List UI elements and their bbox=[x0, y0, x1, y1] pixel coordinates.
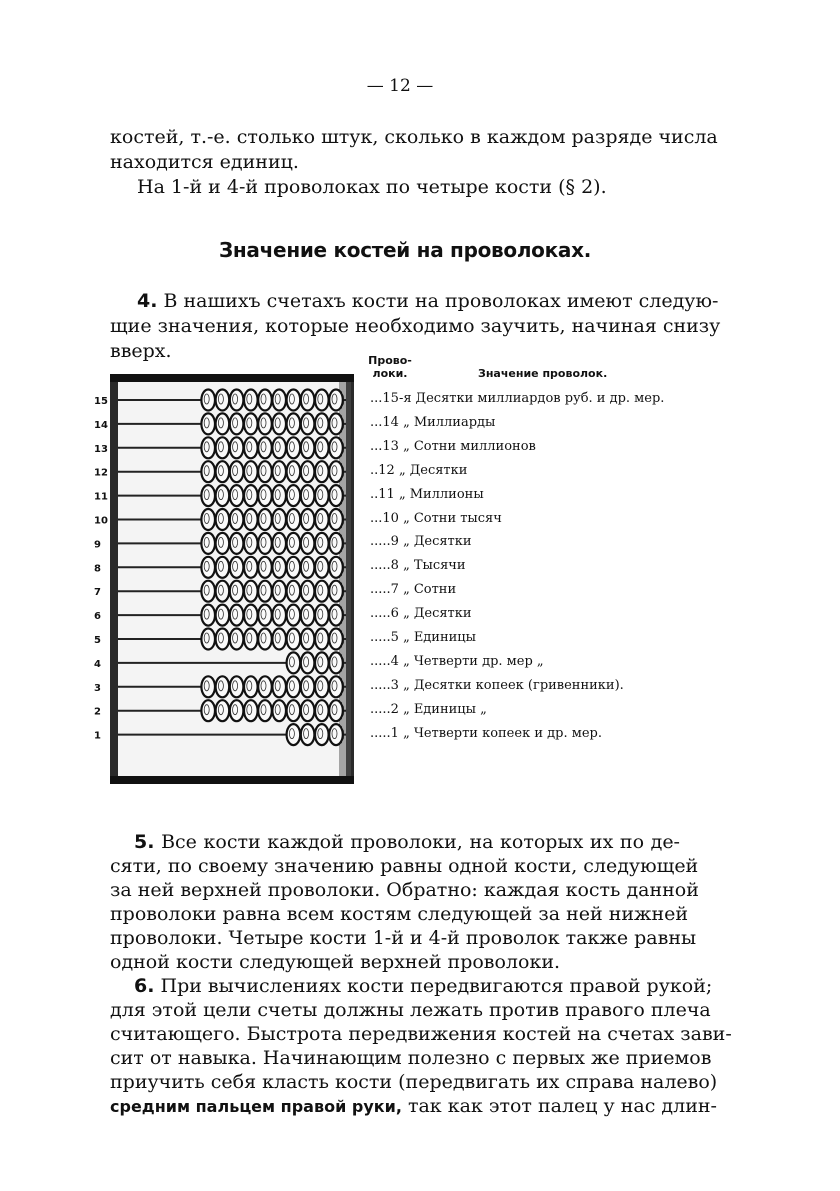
abacus-bead bbox=[329, 437, 343, 458]
section6-line-2: для этой цели счеты должны лежать против правого плеча bbox=[110, 999, 711, 1021]
abacus-bead bbox=[287, 700, 301, 721]
abacus-bead bbox=[201, 509, 215, 530]
wire-label: 12 bbox=[94, 467, 108, 479]
section4-line-1 bbox=[137, 289, 719, 313]
section6-line-6 bbox=[110, 1094, 717, 1119]
abacus-bead bbox=[216, 605, 230, 626]
abacus-bead bbox=[230, 700, 244, 721]
abacus-bead bbox=[258, 700, 272, 721]
wire-label: 9 bbox=[94, 539, 101, 551]
wire-label: 8 bbox=[94, 563, 101, 575]
section4-line-3: вверх. bbox=[110, 340, 172, 362]
abacus-bead bbox=[315, 413, 329, 434]
wire-meaning: Сотни тысяч bbox=[413, 510, 502, 526]
section6-text-6: так как этот палец у нас длин- bbox=[407, 1095, 717, 1117]
wire-number: .....5 „ bbox=[370, 630, 410, 645]
wire-row bbox=[370, 726, 602, 742]
abacus-bead bbox=[230, 509, 244, 530]
wire-row bbox=[370, 558, 466, 574]
wire-number: .....2 „ bbox=[370, 701, 410, 717]
abacus-bead bbox=[301, 390, 315, 411]
abacus-bead bbox=[216, 485, 230, 506]
abacus-bead bbox=[258, 509, 272, 530]
abacus-bead bbox=[230, 605, 244, 626]
abacus-bead bbox=[329, 629, 343, 650]
wire-number: .....1 „ bbox=[370, 725, 410, 741]
abacus-bead bbox=[287, 652, 301, 673]
wire-label: 3 bbox=[94, 682, 101, 694]
abacus-bead bbox=[244, 485, 258, 506]
abacus-bead bbox=[287, 629, 301, 650]
abacus-bead bbox=[201, 533, 215, 554]
section5-text-1: Все кости каждой проволоки, на которых их по де- bbox=[161, 831, 680, 853]
abacus-bead bbox=[287, 676, 301, 697]
wire-number: ...13 „ bbox=[370, 438, 410, 454]
section4-line-2: щие значения, которые необходимо заучить, начиная снизу bbox=[110, 315, 721, 337]
abacus-bead bbox=[329, 533, 343, 554]
abacus-bead bbox=[216, 629, 230, 650]
wire-number: ...10 „ bbox=[370, 510, 410, 526]
wire-label: 5 bbox=[94, 635, 101, 646]
abacus-bead bbox=[301, 509, 315, 530]
abacus-bead bbox=[201, 676, 215, 697]
wire-header-line-1: Прово- bbox=[368, 354, 412, 367]
wire-meaning: Тысячи bbox=[413, 558, 466, 574]
abacus-bead bbox=[258, 533, 272, 554]
abacus-bead bbox=[201, 461, 215, 482]
abacus-bead bbox=[230, 676, 244, 697]
abacus-bead bbox=[216, 509, 230, 530]
abacus-bead bbox=[244, 676, 258, 697]
abacus-bead bbox=[272, 557, 286, 578]
wire-meaning: Сотни миллионов bbox=[413, 438, 536, 454]
abacus-bead bbox=[287, 390, 301, 411]
abacus-bead bbox=[230, 437, 244, 458]
abacus-bead bbox=[287, 557, 301, 578]
wire-row bbox=[370, 702, 487, 718]
abacus-bead bbox=[244, 557, 258, 578]
section4-text-1: В нашихъ счетахъ кости на проволоках имеют следую- bbox=[163, 290, 719, 312]
abacus-bead bbox=[287, 724, 301, 745]
abacus-bead bbox=[201, 581, 215, 602]
abacus-bead bbox=[244, 437, 258, 458]
wire-label: 13 bbox=[94, 443, 108, 455]
wire-row bbox=[370, 511, 502, 527]
abacus-bead bbox=[201, 485, 215, 506]
wire-row bbox=[370, 391, 664, 407]
meaning-column-header: Значение проволок. bbox=[478, 367, 608, 380]
section4-number: 4. bbox=[137, 290, 158, 312]
abacus-bead bbox=[329, 461, 343, 482]
abacus-bead bbox=[258, 629, 272, 650]
abacus-bead bbox=[315, 437, 329, 458]
wire-number: ...14 „ bbox=[370, 414, 410, 430]
abacus-bead bbox=[301, 724, 315, 745]
abacus-bead bbox=[230, 533, 244, 554]
abacus-bead bbox=[329, 581, 343, 602]
abacus-bead bbox=[272, 485, 286, 506]
abacus-bead bbox=[258, 557, 272, 578]
abacus-bead bbox=[244, 413, 258, 434]
abacus-bead bbox=[301, 461, 315, 482]
abacus-bead bbox=[201, 605, 215, 626]
abacus-bead bbox=[258, 461, 272, 482]
section6-text-1: При вычислениях кости передвигаются правой рукой; bbox=[160, 975, 713, 997]
wire-row bbox=[370, 415, 495, 431]
section6-bold-phrase: средним пальцем правой руки, bbox=[110, 1097, 402, 1116]
abacus-bead bbox=[301, 485, 315, 506]
abacus-bead bbox=[315, 652, 329, 673]
wire-number: ..12 „ bbox=[370, 462, 406, 478]
abacus-bead bbox=[244, 509, 258, 530]
abacus-bead bbox=[301, 413, 315, 434]
abacus-bead bbox=[244, 700, 258, 721]
abacus-bead bbox=[258, 676, 272, 697]
abacus-bead bbox=[315, 629, 329, 650]
abacus-bead bbox=[315, 581, 329, 602]
abacus-bead bbox=[244, 629, 258, 650]
abacus-bead bbox=[258, 413, 272, 434]
wire-label: 14 bbox=[94, 419, 108, 431]
wire-number: ...15-я bbox=[370, 391, 412, 406]
abacus-bead bbox=[244, 461, 258, 482]
wire-row bbox=[370, 654, 544, 670]
wire-column-header bbox=[366, 354, 414, 380]
wire-number: .....4 „ bbox=[370, 653, 410, 669]
section5-line-4: проволоки равна всем костям следующей за ней нижней bbox=[110, 903, 689, 925]
section6-line-5: приучить себя класть кости (передвигать их справа налево) bbox=[110, 1071, 718, 1093]
abacus-bead bbox=[315, 676, 329, 697]
abacus-bead bbox=[230, 581, 244, 602]
wire-label: 15 bbox=[94, 396, 108, 407]
abacus-bead bbox=[315, 605, 329, 626]
abacus-bead bbox=[329, 557, 343, 578]
abacus-bead bbox=[201, 390, 215, 411]
wire-meaning: Миллиарды bbox=[413, 414, 496, 430]
abacus-bead bbox=[230, 390, 244, 411]
wire-meaning: Десятки миллиардов руб. и др. мер. bbox=[415, 391, 665, 406]
wire-row bbox=[370, 678, 624, 694]
wire-row bbox=[370, 606, 472, 622]
abacus-bead bbox=[272, 533, 286, 554]
abacus-illustration bbox=[90, 364, 362, 794]
wire-meaning: Четверти копеек и др. мер. bbox=[413, 725, 602, 741]
abacus-bead bbox=[301, 557, 315, 578]
wire-meaning: Десятки копеек (гривенники). bbox=[413, 677, 624, 693]
abacus-bead bbox=[329, 700, 343, 721]
abacus-bead bbox=[315, 557, 329, 578]
abacus-bead bbox=[287, 605, 301, 626]
intro-line-1: костей, т.-е. столько штук, сколько в каждом разряде числа bbox=[110, 126, 718, 148]
intro-line-3: На 1-й и 4-й проволоках по четыре кости (§ 2). bbox=[137, 176, 607, 198]
wire-meaning: Десятки bbox=[413, 606, 472, 622]
abacus-bead bbox=[287, 581, 301, 602]
abacus-bead bbox=[201, 557, 215, 578]
wire-header-line-2: локи. bbox=[372, 367, 408, 380]
abacus-bead bbox=[216, 533, 230, 554]
abacus-bead bbox=[216, 676, 230, 697]
section5-line-1 bbox=[134, 830, 680, 854]
abacus-bead bbox=[301, 652, 315, 673]
abacus-bead bbox=[301, 581, 315, 602]
abacus-bead bbox=[287, 509, 301, 530]
abacus-bead bbox=[315, 724, 329, 745]
section5-line-2: сяти, по своему значению равны одной кости, следующей bbox=[110, 855, 699, 877]
wire-label: 1 bbox=[94, 730, 101, 742]
wire-meaning: Четверти др. мер „ bbox=[413, 653, 544, 669]
abacus-bead bbox=[216, 413, 230, 434]
abacus-bead bbox=[272, 461, 286, 482]
abacus-bead bbox=[301, 629, 315, 650]
section6-number: 6. bbox=[134, 975, 155, 997]
abacus-bead bbox=[301, 605, 315, 626]
abacus-bead bbox=[258, 485, 272, 506]
section6-line-1 bbox=[134, 974, 713, 998]
abacus-bead bbox=[272, 390, 286, 411]
abacus-bead bbox=[272, 629, 286, 650]
wire-label: 2 bbox=[94, 706, 101, 718]
abacus-bead bbox=[315, 533, 329, 554]
section5-line-3: за ней верхней проволоки. Обратно: каждая кость данной bbox=[110, 879, 699, 901]
abacus-bead bbox=[216, 390, 230, 411]
abacus-bead bbox=[201, 413, 215, 434]
abacus-bead bbox=[244, 581, 258, 602]
abacus-bead bbox=[315, 390, 329, 411]
abacus-bead bbox=[230, 413, 244, 434]
abacus-bead bbox=[258, 581, 272, 602]
abacus-bead bbox=[258, 437, 272, 458]
abacus-bead bbox=[329, 676, 343, 697]
abacus-bead bbox=[216, 557, 230, 578]
abacus-bead bbox=[329, 652, 343, 673]
abacus-bead bbox=[201, 437, 215, 458]
section6-line-3: считающего. Быстрота передвижения костей на счетах зави- bbox=[110, 1023, 732, 1045]
abacus-bead bbox=[272, 700, 286, 721]
abacus-bead bbox=[301, 700, 315, 721]
section5-line-6: одной кости следующей верхней проволоки. bbox=[110, 951, 561, 973]
wire-number: ..11 „ bbox=[370, 486, 406, 502]
wire-number: .....7 „ bbox=[370, 582, 410, 598]
wire-meaning: Десятки bbox=[413, 534, 472, 550]
abacus-bead bbox=[230, 485, 244, 506]
abacus-bead bbox=[287, 485, 301, 506]
wire-row bbox=[370, 463, 467, 479]
section5-number: 5. bbox=[134, 831, 155, 853]
section6-line-4: сит от навыка. Начинающим полезно с первых же приемов bbox=[110, 1047, 712, 1069]
abacus-bead bbox=[258, 605, 272, 626]
abacus-bead bbox=[329, 509, 343, 530]
wire-number: .....8 „ bbox=[370, 558, 410, 574]
abacus-bead bbox=[216, 700, 230, 721]
abacus-bead bbox=[216, 437, 230, 458]
wire-meaning: Единицы bbox=[413, 630, 477, 645]
abacus-bead bbox=[201, 629, 215, 650]
intro-line-2: находится единиц. bbox=[110, 151, 299, 173]
abacus-bead bbox=[329, 605, 343, 626]
wire-meaning: Миллионы bbox=[409, 486, 484, 502]
abacus-bead bbox=[301, 437, 315, 458]
abacus-bead bbox=[315, 461, 329, 482]
abacus-bead bbox=[216, 461, 230, 482]
section5-line-5: проволоки. Четыре кости 1-й и 4-й проволок также равны bbox=[110, 927, 697, 949]
abacus-bead bbox=[272, 605, 286, 626]
abacus-bead bbox=[315, 700, 329, 721]
wire-meaning: Сотни bbox=[413, 582, 457, 598]
abacus-bead bbox=[230, 629, 244, 650]
abacus-bead bbox=[230, 557, 244, 578]
abacus-bead bbox=[329, 724, 343, 745]
wire-meaning: Единицы „ bbox=[413, 701, 487, 717]
abacus-bead bbox=[272, 413, 286, 434]
wire-row bbox=[370, 439, 536, 455]
abacus-bead bbox=[301, 533, 315, 554]
abacus-bead bbox=[301, 676, 315, 697]
abacus-bead bbox=[287, 413, 301, 434]
abacus-bead bbox=[230, 461, 244, 482]
abacus-bead bbox=[315, 509, 329, 530]
wire-row bbox=[370, 630, 476, 646]
wire-label: 10 bbox=[94, 515, 108, 527]
abacus-bead bbox=[329, 485, 343, 506]
wire-row bbox=[370, 534, 472, 550]
abacus-bead bbox=[244, 533, 258, 554]
abacus-bead bbox=[244, 605, 258, 626]
section-heading: Значение костей на проволоках. bbox=[219, 238, 591, 262]
abacus-bead bbox=[287, 461, 301, 482]
wire-row bbox=[370, 582, 456, 598]
wire-label: 6 bbox=[94, 611, 101, 623]
abacus-bead bbox=[329, 413, 343, 434]
abacus-bead bbox=[329, 390, 343, 411]
wire-label: 11 bbox=[94, 491, 108, 503]
abacus-bead bbox=[216, 581, 230, 602]
wire-number: .....9 „ bbox=[370, 534, 410, 550]
abacus-bead bbox=[244, 390, 258, 411]
abacus-top-bar bbox=[110, 374, 354, 382]
abacus-bead bbox=[272, 676, 286, 697]
abacus-bead bbox=[315, 485, 329, 506]
page-number: — 12 — bbox=[366, 76, 434, 96]
abacus-bead bbox=[272, 509, 286, 530]
wire-number: .....6 „ bbox=[370, 606, 410, 622]
abacus-bead bbox=[287, 533, 301, 554]
wire-number: .....3 „ bbox=[370, 677, 410, 693]
abacus-bottom-bar bbox=[110, 776, 354, 784]
wire-row bbox=[370, 487, 484, 503]
abacus-bead bbox=[258, 390, 272, 411]
abacus-bead bbox=[272, 437, 286, 458]
wire-label: 7 bbox=[94, 587, 101, 599]
abacus-bead bbox=[287, 437, 301, 458]
abacus-bead bbox=[272, 581, 286, 602]
wire-meaning: Десятки bbox=[409, 462, 468, 478]
abacus-bead bbox=[201, 700, 215, 721]
wire-label: 4 bbox=[94, 658, 101, 670]
